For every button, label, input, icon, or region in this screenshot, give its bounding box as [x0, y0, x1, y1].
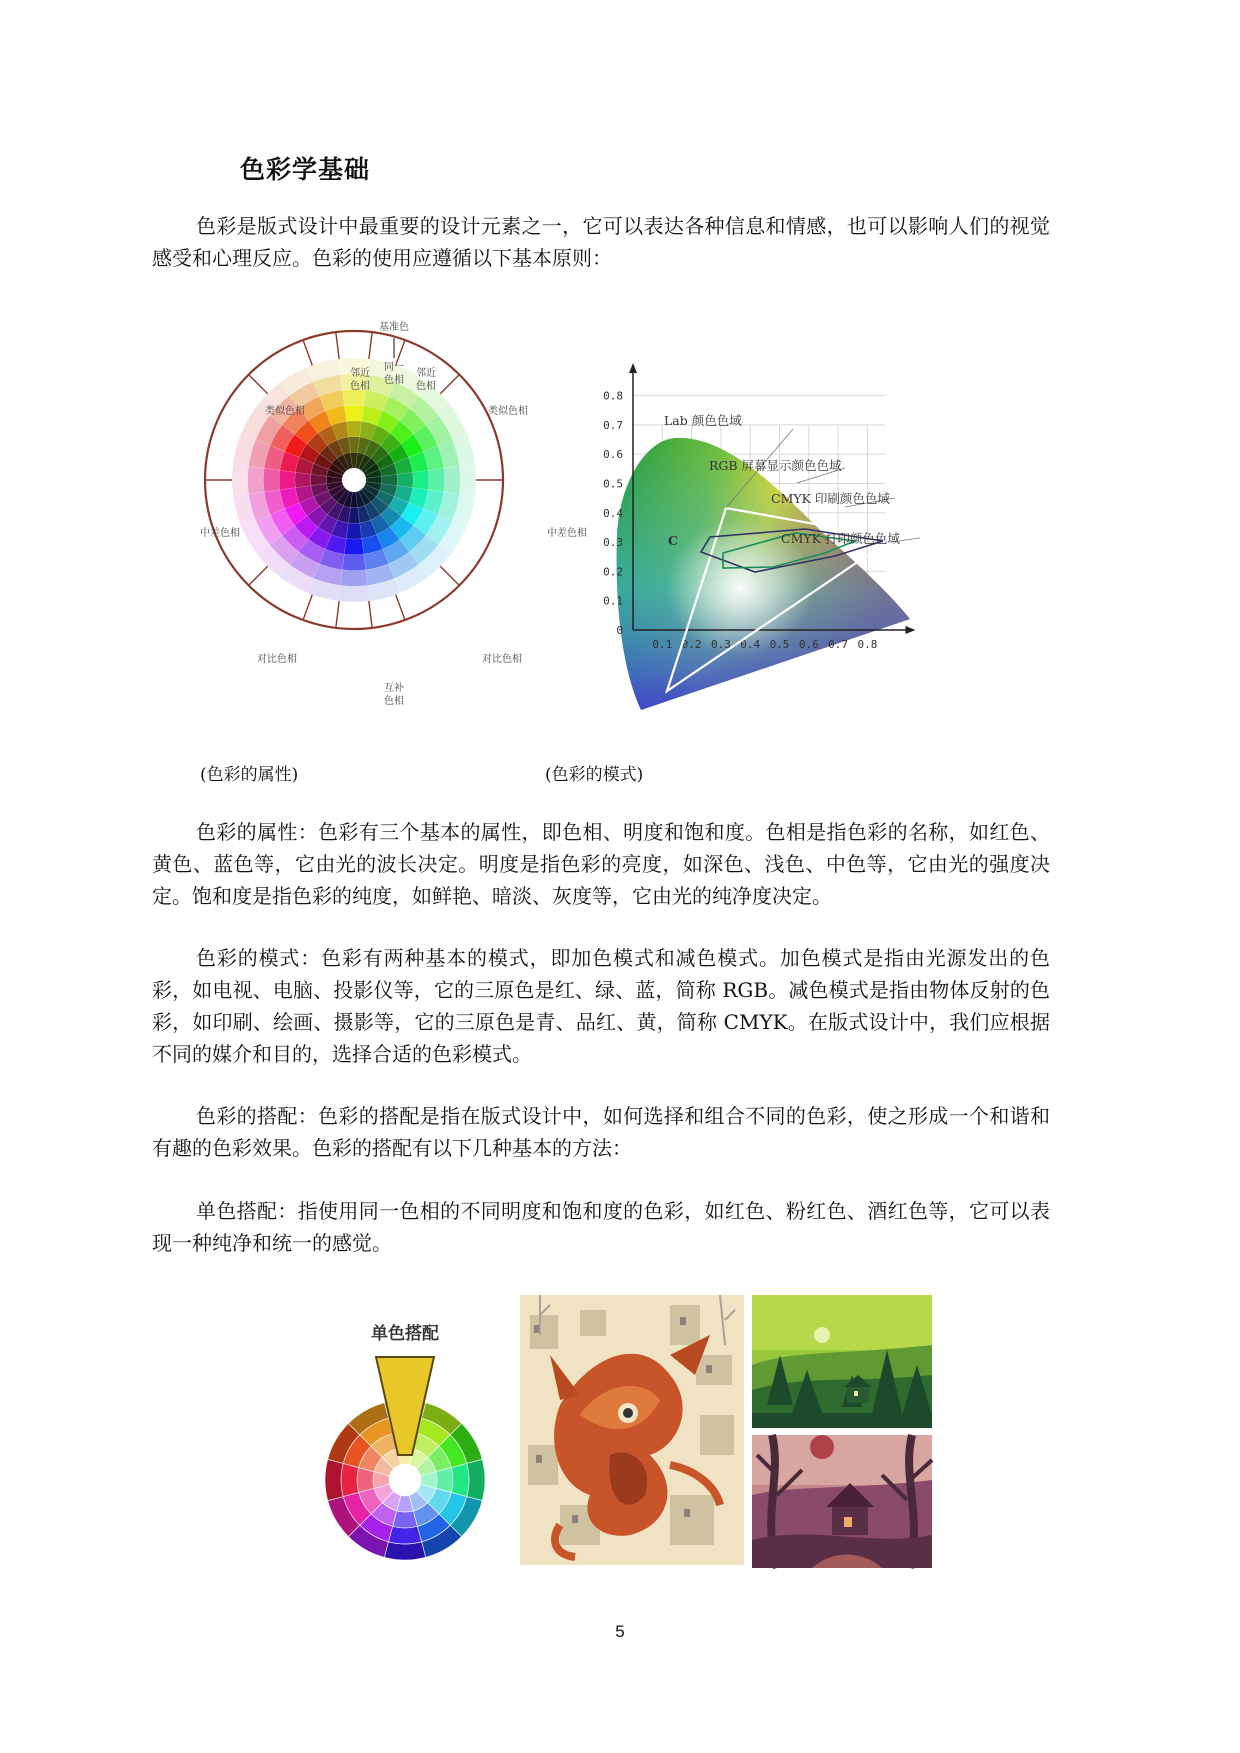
rgb-gamut-label: RGB 屏幕显示颜色色域: [709, 458, 842, 473]
label-same-hue-2: 色相: [384, 375, 404, 386]
caption-attributes: (色彩的属性): [200, 765, 299, 785]
cmyk-printer-label: CMYK 打印颜色色域: [781, 531, 900, 546]
x-tick-label: 0.2: [681, 638, 702, 651]
paragraph-attributes: 色彩的属性：色彩有三个基本的属性，即色相、明度和饱和度。色相是指色彩的名称，如红色、黄色、蓝色等，它由光的波长决定。明度是指色彩的亮度，如深色、浅色、中色等，它由光的强度决定。饱和度是指色彩的纯度，如鲜艳、暗淡、灰度等，它由光的纯净度决定。: [152, 820, 1050, 908]
mono-color-wheel: [310, 1315, 500, 1575]
label-medium-right: 中差色相: [547, 528, 587, 539]
x-tick-label: 0.6: [798, 638, 819, 651]
y-tick-label: 0.5: [603, 477, 623, 491]
label-contrast-left: 对比色相: [257, 654, 297, 665]
x-tick-label: 0.1: [652, 638, 673, 651]
label-adjacent-left-2: 色相: [350, 381, 370, 392]
cmyk-print-label: CMYK 印刷颜色色域: [771, 491, 890, 506]
y-tick-label: 0.7: [603, 418, 623, 432]
label-medium-left: 中差色相: [200, 528, 240, 539]
y-tick-label: 0.2: [603, 565, 623, 579]
label-adjacent-right-2: 色相: [416, 381, 436, 392]
paragraph-mono: 单色搭配：指使用同一色相的不同明度和饱和度的色彩，如红色、粉红色、酒红色等，它可以表现一种纯净和统一的感觉。: [152, 1199, 1050, 1255]
y-tick-label: 0.1: [603, 594, 623, 608]
label-contrast-right: 对比色相: [482, 654, 522, 665]
hue-relation-wheel: [190, 310, 590, 720]
paragraph-modes: 色彩的模式：色彩有两种基本的模式，即加色模式和减色模式。加色模式是指由光源发出的色彩，如电视、电脑、投影仪等，它的三原色是红、绿、蓝，简称 RGB。减色模式是指由物体反射的色彩，如印刷、绘画、摄影等，它的三原色是青、品红、黄，简称 CMYK。在版式设计中，我们应根据不同的媒介和目的，选择合适的色彩模式。: [152, 946, 1050, 1066]
label-similar-right: 类似色相: [488, 406, 528, 417]
y-tick-label: 0.3: [603, 536, 623, 550]
x-tick-label: 0.4: [740, 638, 761, 651]
label-same-hue-1: 同一: [384, 362, 404, 373]
illustration-green-forest: [752, 1295, 932, 1428]
y-tick-label: 0.8: [603, 389, 623, 403]
paragraph-matching: 色彩的搭配：色彩的搭配是指在版式设计中，如何选择和组合不同的色彩，使之形成一个和谐和有趣的色彩效果。色彩的搭配有以下几种基本的方法：: [152, 1104, 1050, 1160]
label-complement-1: 互补: [384, 683, 404, 694]
lab-gamut-white-point: [617, 438, 910, 710]
illustration-fox-scene: [520, 1295, 744, 1565]
x-tick-label: 0.7: [828, 638, 849, 651]
x-tick-label: 0.5: [769, 638, 790, 651]
x-tick-label: 0.3: [710, 638, 731, 651]
page-title: 色彩学基础: [240, 155, 371, 184]
label-similar-left: 类似色相: [265, 406, 305, 417]
y-tick-label: 0: [616, 624, 623, 637]
illustration-purple-night: [752, 1435, 932, 1568]
x-tick-label: 0.8: [857, 638, 878, 651]
color-gamut-chart: [595, 389, 1020, 730]
label-adjacent-right-1: 邻近: [416, 368, 436, 379]
label-adjacent-left-1: 邻近: [350, 368, 370, 379]
white-point-label: C: [668, 533, 678, 548]
lab-gamut-label: Lab 颜色色域: [664, 413, 742, 428]
mono-wheel-title: 单色搭配: [371, 1324, 439, 1344]
intro-paragraph: 色彩是版式设计中最重要的设计元素之一，它可以表达各种信息和情感，也可以影响人们的视觉感受和心理反应。色彩的使用应遵循以下基本原则：: [152, 214, 1050, 270]
label-base-color: 基准色: [379, 322, 409, 333]
y-tick-label: 0.4: [603, 506, 623, 520]
caption-modes: (色彩的模式): [545, 765, 644, 785]
label-complement-2: 色相: [384, 696, 404, 707]
y-tick-label: 0.6: [603, 448, 623, 462]
page-number: 5: [615, 1622, 625, 1641]
